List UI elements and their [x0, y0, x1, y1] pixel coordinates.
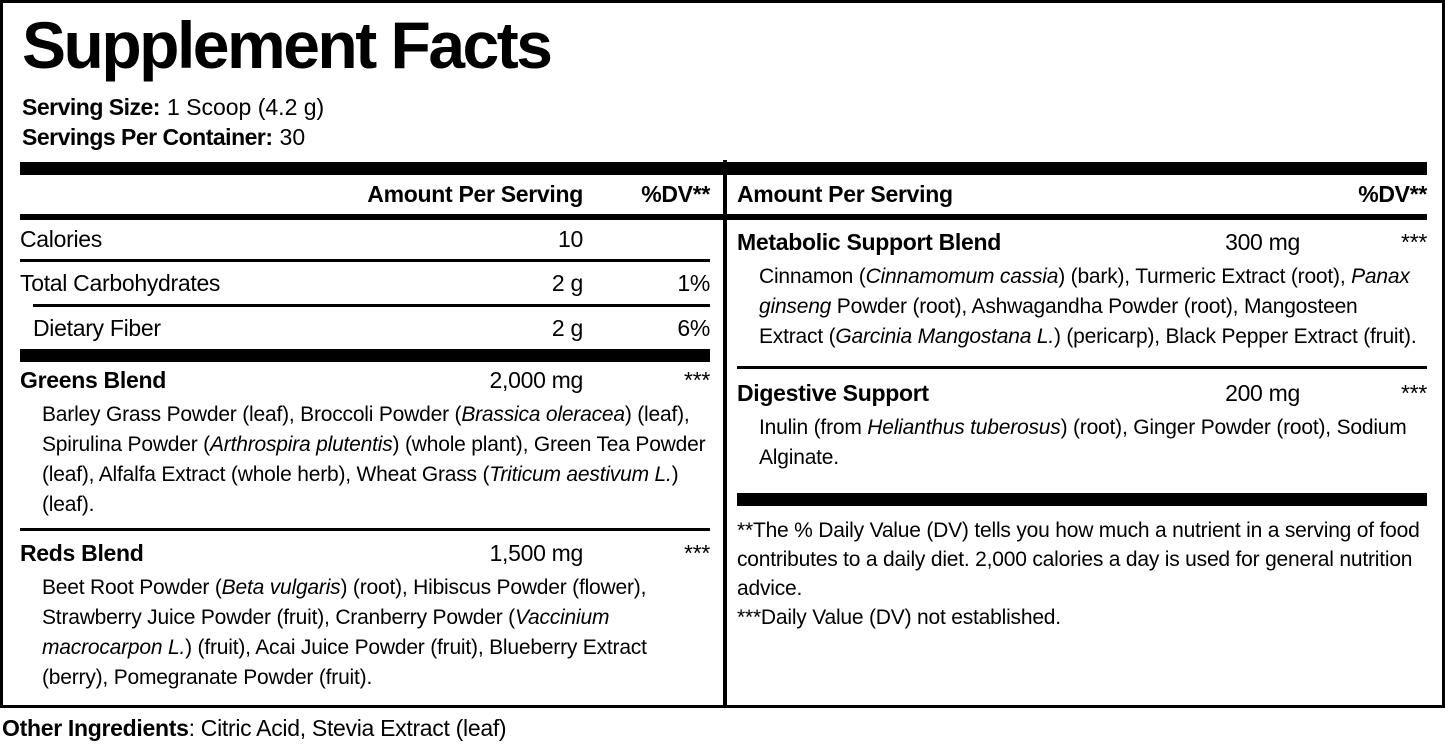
left-dv-header: %DV** [641, 181, 710, 207]
servings-per-container-value: 30 [279, 124, 306, 150]
serving-size-label: Serving Size: [22, 94, 160, 120]
footnote-thick-bar [737, 493, 1427, 506]
blend-description-reds: Beet Root Powder (Beta vulgaris) (root), Hibiscus Powder (flower), Strawberry Juice Powder (fruit), Cranberry Powder (Vaccinium macrocarpon L.) (fruit), Acai Juice Powder (fruit), Blueberry Extract (berry), Pomegranate Powder (fruit). [42, 576, 647, 689]
right-column [737, 220, 1427, 699]
blend-row-greens [20, 362, 710, 398]
blend-name: Greens Blend [20, 366, 166, 393]
other-ingredients-value: : Citric Acid, Stevia Extract (leaf) [188, 715, 507, 741]
nutrient-amount: 2 g [551, 269, 583, 296]
column-divider [723, 160, 727, 705]
blend-name: Digestive Support [737, 379, 929, 406]
blend-dv: *** [684, 366, 710, 393]
serving-size-row [22, 92, 1422, 122]
nutrient-dv: 6% [677, 314, 710, 341]
blend-amount: 300 mg [1225, 228, 1300, 255]
left-amount-per-serving-header: Amount Per Serving [367, 181, 583, 207]
blend-amount: 200 mg [1225, 379, 1300, 406]
serving-size-value: 1 Scoop (4.2 g) [166, 94, 325, 120]
blend-row-metabolic [737, 224, 1427, 260]
blend-amount: 2,000 mg [489, 366, 583, 393]
facts-title: Supplement Facts [22, 8, 551, 82]
nutrient-row-dietary-fiber [20, 307, 710, 349]
blend-dv: *** [1401, 379, 1427, 406]
blend-description-metabolic: Cinnamon (Cinnamomum cassia) (bark), Turmeric Extract (root), Panax ginseng Powder (root), Ashwagandha Powder (root), Mangosteen Extract (Garcinia Mangostana L.) (pericarp), Black Pepper Extract (fruit). [759, 265, 1417, 348]
thin-rule [737, 366, 1427, 369]
footnote-dv-not-established: ***Daily Value (DV) not established. [737, 606, 1061, 629]
blend-description-greens: Barley Grass Powder (leaf), Broccoli Powder (Brassica oleracea) (leaf), Spirulina Powder (Arthrospira plutentis) (whole plant), Green Tea Powder (leaf), Alfalfa Extract (whole herb), Wheat Grass (Triticum aestivum L.) (leaf). [42, 403, 706, 516]
blend-name: Metabolic Support Blend [737, 228, 1001, 255]
nutrient-name: Calories [20, 226, 102, 252]
footnote-daily-value: **The % Daily Value (DV) tells you how much a nutrient in a serving of food contributes to a daily diet. 2,000 calories a day is used for general nutrition advice. [737, 519, 1420, 600]
servings-per-container-row [22, 122, 1422, 152]
masthead [3, 3, 1442, 152]
nutrient-row-total-carbohydrates [20, 262, 710, 304]
right-dv-header: %DV** [1358, 181, 1427, 207]
serving-info [22, 92, 1422, 152]
blend-amount: 1,500 mg [489, 539, 583, 566]
blend-dv: *** [1401, 228, 1427, 255]
blend-description-digestive: Inulin (from Helianthus tuberosus) (root), Ginger Powder (root), Sodium Alginate. [759, 416, 1407, 469]
other-ingredients-row [0, 708, 1445, 742]
other-ingredients-label: Other Ingredients [2, 715, 189, 741]
nutrient-row-calories [20, 220, 710, 262]
table-header-right [737, 181, 1427, 208]
blend-row-digestive [737, 375, 1427, 411]
blend-dv: *** [684, 539, 710, 566]
nutrient-amount: 10 [558, 226, 583, 252]
nutrient-dv: 1% [677, 269, 710, 296]
nutrient-amount: 2 g [551, 314, 583, 341]
blend-row-reds [20, 535, 710, 571]
blend-name: Reds Blend [20, 539, 144, 566]
table-header-left [20, 181, 710, 208]
nutrient-name: Total Carbohydrates [20, 269, 221, 296]
left-column [20, 220, 710, 699]
footnotes [737, 516, 1427, 632]
section-thick-bar [20, 349, 710, 362]
thin-rule [20, 528, 710, 531]
right-amount-per-serving-header: Amount Per Serving [737, 181, 953, 207]
nutrient-name: Dietary Fiber [33, 314, 161, 341]
servings-per-container-label: Servings Per Container: [22, 124, 273, 150]
